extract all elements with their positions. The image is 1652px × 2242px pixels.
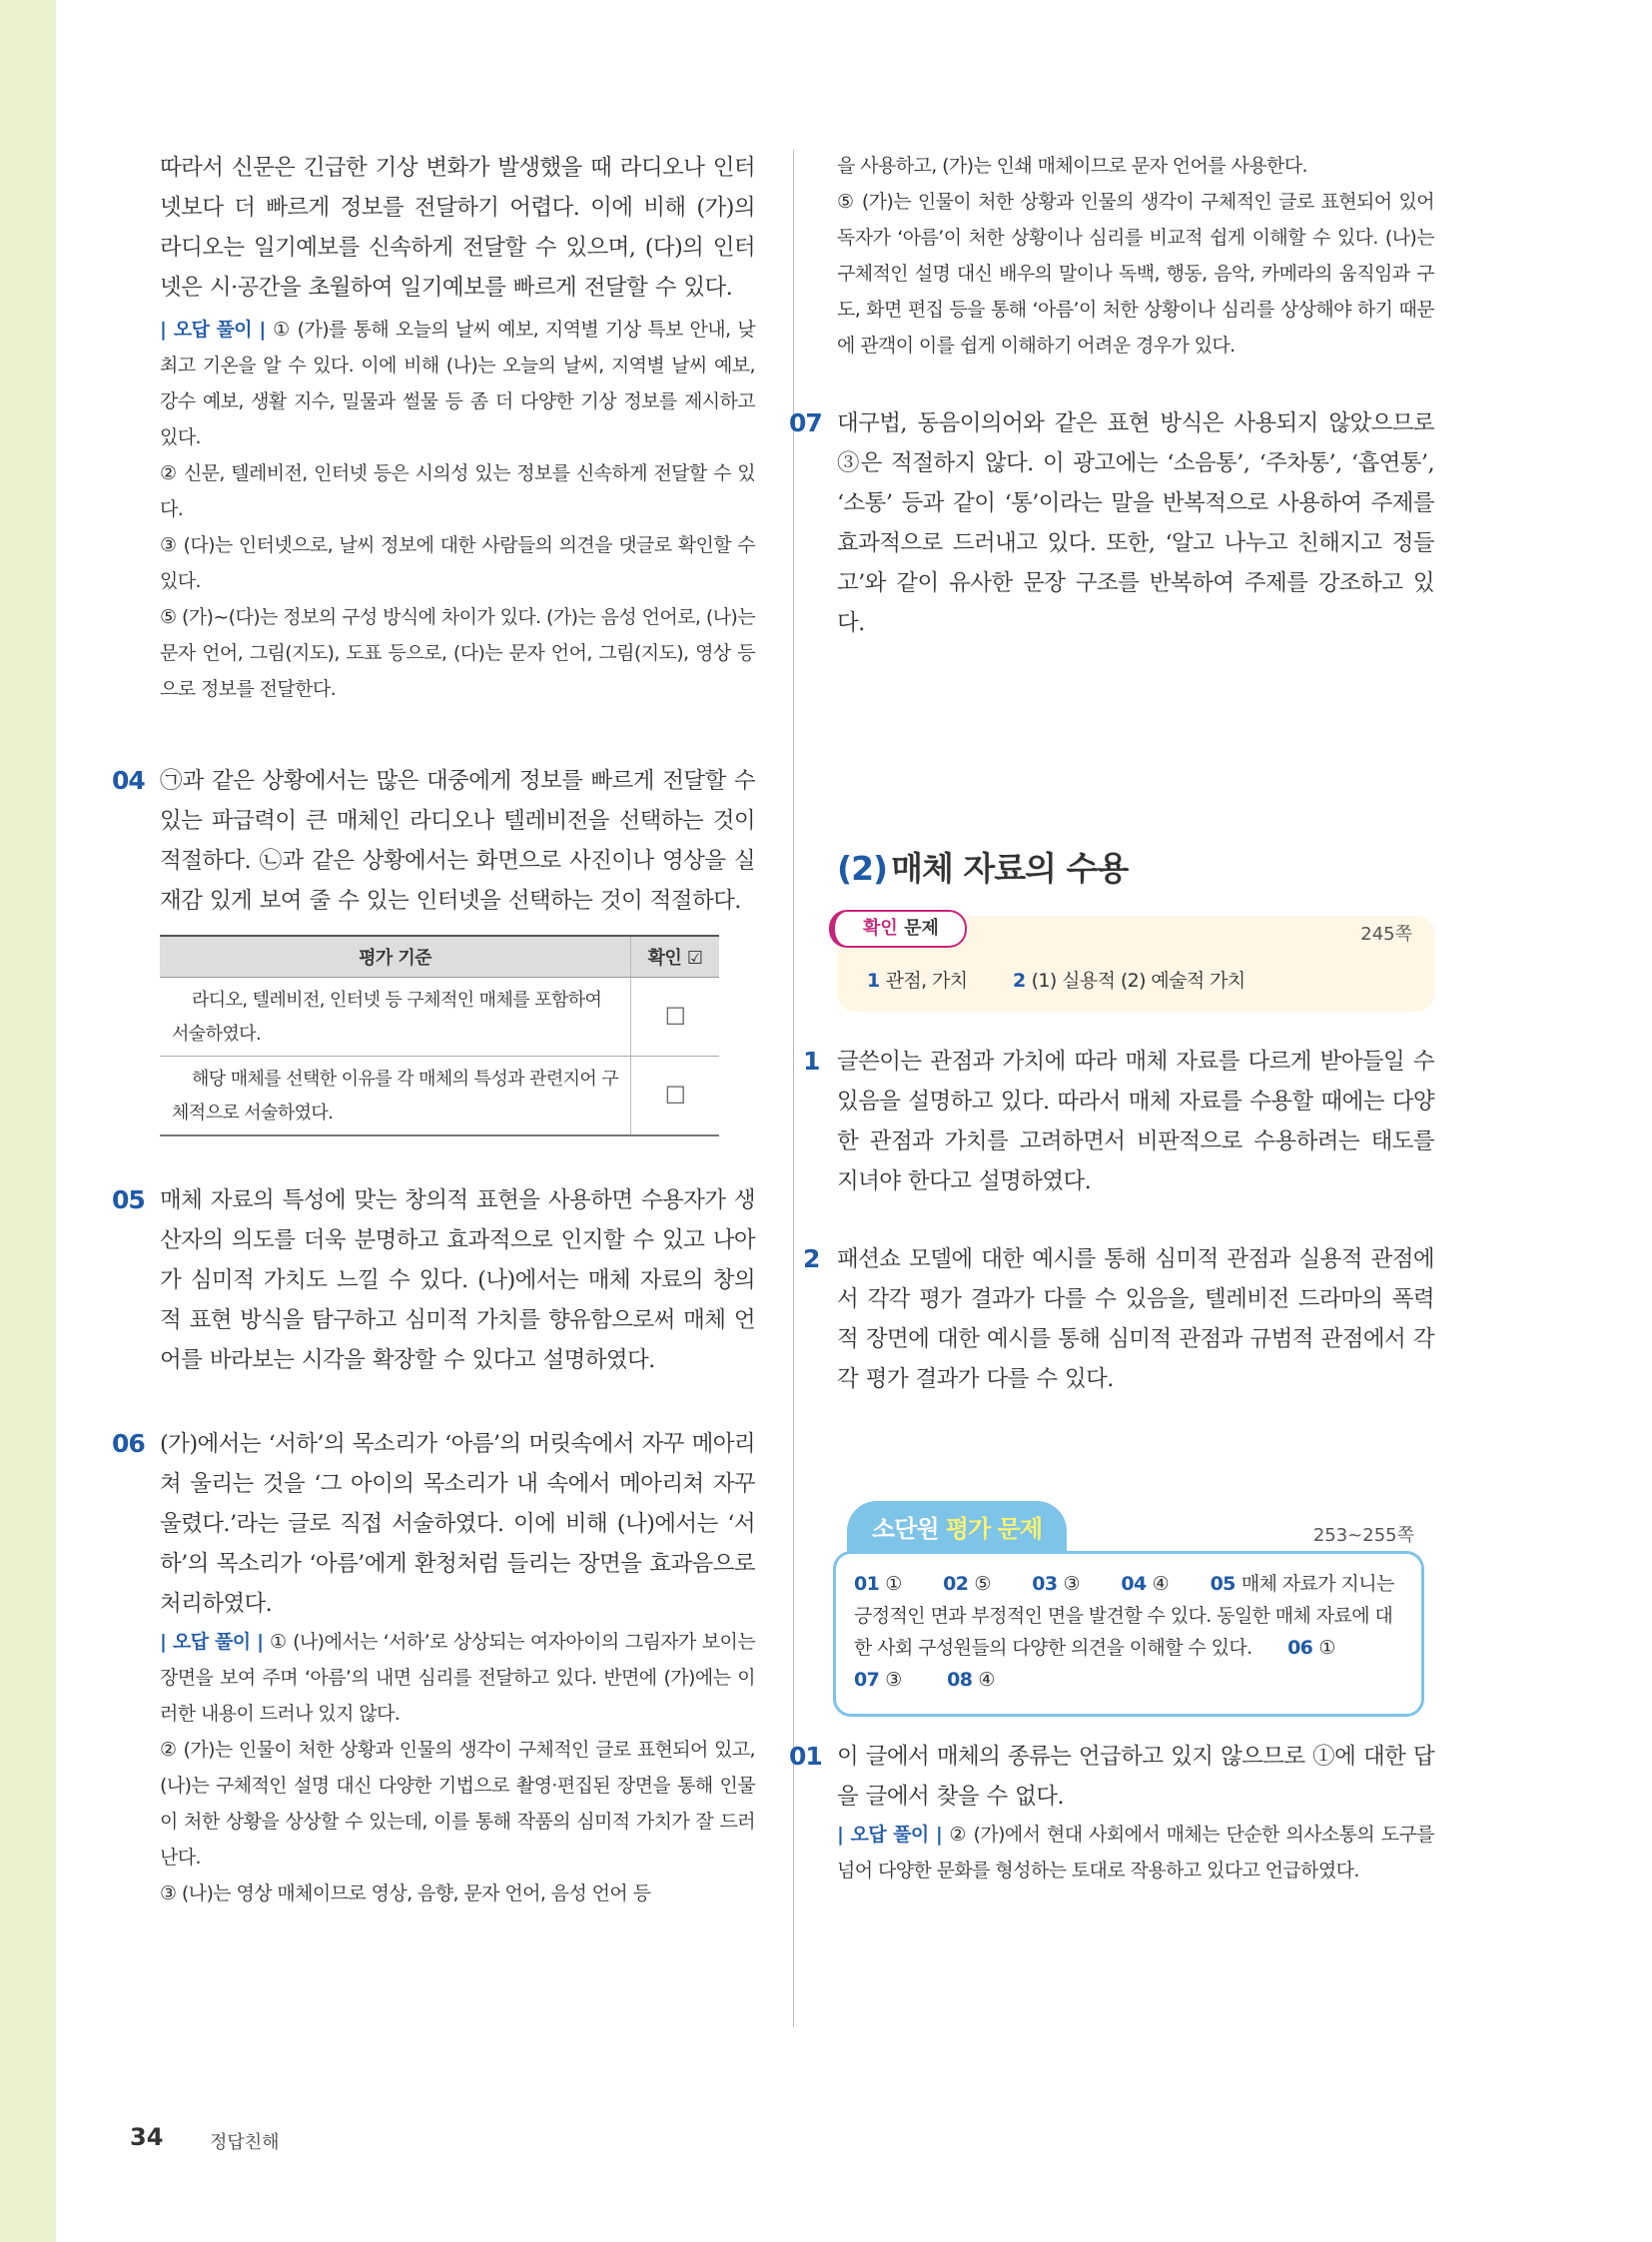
criteria-text: 라디오, 텔레비전, 인터넷 등 구체적인 매체를 포함하여 서술하였다.: [160, 978, 631, 1057]
section-number: (2): [837, 849, 888, 888]
question-04: [112, 761, 755, 1136]
table-row: [160, 1057, 719, 1136]
continued-text: 을 사용하고, (가)는 인쇄 매체이므로 문자 언어를 사용한다.: [837, 155, 1307, 177]
answer-number: 07: [854, 1669, 880, 1691]
page-number: 34: [130, 2123, 164, 2151]
answer-value: ④: [978, 1669, 995, 1691]
answer-value: ④: [1152, 1573, 1170, 1595]
check-question-box: [837, 916, 1434, 1012]
question-answer: 대구법, 동음이의어와 같은 표현 방식은 사용되지 않았으므로 ③은 적절하지 않다. 이 광고에는 ‘소음통’, ‘주차통’, ‘흡연통’, ‘소통’ 등과 같이 ‘통’이라는 말을 반복적으로 사용하여 주제를 효과적으로 드러내고 있다. 또한, ‘알고 나누고 친해지고 정들고’와 같이 유사한 문장 구조를 반복하여 주제를 강조하고 있다.: [837, 410, 1434, 636]
question-05: [112, 1180, 755, 1380]
answer-number: 08: [947, 1669, 973, 1691]
odap-block: [160, 312, 755, 707]
odap-item-2: ② 신문, 텔레비전, 인터넷 등은 시의성 있는 정보를 신속하게 전달할 수 있다.: [160, 462, 755, 520]
eval-tab-highlight: 평가 문제: [945, 1515, 1042, 1543]
check-answers: [867, 966, 1245, 993]
odap-item-1: ① (나)에서는 ‘서하’로 상상되는 여자아이의 그림자가 보이는 장면을 보여 주며 ‘아름’의 내면 심리를 전달하고 있다. 반면에 (가)에는 이러한 내용이 드러나 있지 않다.: [160, 1631, 755, 1725]
answer-1: [803, 1042, 1434, 1201]
answer-number: 2: [1012, 970, 1026, 992]
odap-item-1: ① (가)를 통해 오늘의 날씨 예보, 지역별 기상 특보 안내, 낮 최고 기온을 알 수 있다. 이에 비해 (나)는 오늘의 날씨, 지역별 날씨 예보, 강수 예보, 생활 지수, 밀물과 썰물 등 좀 더 다양한 기상 정보를 제시하고 있다.: [160, 319, 755, 448]
odap-item-3: ③ (나)는 영상 매체이므로 영상, 음향, 문자 언어, 음성 언어 등: [160, 1882, 651, 1904]
odap-item-4: ⑤ (가)~(다)는 정보의 구성 방식에 차이가 있다. (가)는 음성 언어로, (나)는 문자 언어, 그림(지도), 도표 등으로, (다)는 문자 언어, 그림(지도), 영상 등으로 정보를 전달한다.: [160, 606, 755, 700]
question-number: 06: [112, 1429, 145, 1458]
question-answer: ㉠과 같은 상황에서는 많은 대중에게 정보를 빠르게 전달할 수 있는 파급력이 큰 매체인 라디오나 텔레비전을 선택하는 것이 적절하다. ㉡과 같은 상황에서는 화면으로 사진이나 영상을 실재감 있게 보여 줄 수 있는 인터넷을 선택하는 것이 적절하다.: [160, 768, 755, 914]
question-answer: 매체 자료의 특성에 맞는 창의적 표현을 사용하면 수용자가 생산자의 의도를 더욱 분명하고 효과적으로 인지할 수 있고 나아가 심미적 가치도 느낄 수 있다. (나)에서는 매체 자료의 창의적 표현 방식을 탐구하고 심미적 가치를 향유함으로써 매체 언어를 바라보는 시각을 확장할 수 있다고 설명하였다.: [160, 1187, 755, 1373]
page-reference: 245쪽: [1360, 924, 1412, 945]
answer-number: 05: [1210, 1573, 1236, 1595]
section-title: 매체 자료의 수용: [891, 849, 1129, 888]
odap-label: | 오답 풀이 |: [160, 319, 266, 341]
answer-number: 01: [854, 1573, 880, 1595]
question-07: [789, 403, 1434, 643]
question-answer: 글쓴이는 관점과 가치에 따라 매체 자료를 다르게 받아들일 수 있음을 설명하고 있다. 따라서 매체 자료를 수용할 때에는 다양한 관점과 가치를 고려하면서 비판적으로 수용하려는 태도를 지녀야 한다고 설명하였다.: [837, 1049, 1434, 1194]
question-number: 1: [803, 1047, 820, 1076]
answer-paragraph: 따라서 신문은 긴급한 기상 변화가 발생했을 때 라디오나 인터넷보다 더 빠르게 정보를 전달하기 어렵다. 이에 비해 (가)의 라디오는 일기예보를 신속하게 전달할 수 있으며, (다)의 인터넷은 시·공간을 초월하여 일기예보를 빠르게 전달할 수 있다.: [160, 155, 755, 301]
question-01: [789, 1737, 1434, 1888]
answer-value: ①: [1318, 1637, 1335, 1659]
eval-tab-label: 소단원: [871, 1515, 939, 1543]
evaluation-table: [160, 935, 719, 1136]
odap-item-3: ③ (다)는 인터넷으로, 날씨 정보에 대한 사람들의 의견을 댓글로 확인할 수 있다.: [160, 534, 755, 592]
answer-number: 02: [943, 1573, 969, 1595]
side-color-band: [0, 0, 56, 2242]
answer-value: ⑤: [974, 1573, 991, 1595]
question-number: 2: [803, 1244, 820, 1273]
unit-evaluation-tab: [847, 1501, 1067, 1553]
criteria-text: 해당 매체를 선택한 이유를 각 매체의 특성과 관련지어 구체적으로 서술하였다.: [160, 1057, 631, 1136]
checkbox[interactable]: ☐: [631, 1057, 720, 1136]
check-question-tab: [829, 910, 967, 948]
odap-label: | 오답 풀이 |: [837, 1824, 943, 1846]
answer-value: 매체 자료가 지니는 긍정적인 면과 부정적인 면을 발견할 수 있다. 동일한 매체 자료에 대한 사회 구성원들의 다양한 의견을 이해할 수 있다.: [854, 1573, 1394, 1659]
answer-value: 관점, 가치: [885, 970, 968, 992]
question-number: 01: [789, 1742, 822, 1771]
table-row: [160, 978, 719, 1057]
unit-evaluation-box: [833, 1551, 1424, 1717]
book-title: 정답친해: [210, 2132, 280, 2153]
table-header-check: 확인 ☑: [631, 936, 720, 978]
question-number: 04: [112, 766, 145, 795]
answer-value: ③: [1063, 1573, 1080, 1595]
question-answer: (가)에서는 ‘서하’의 목소리가 ‘아름’의 머릿속에서 자꾸 메아리쳐 울리는 것을 ‘그 아이의 목소리가 내 속에서 메아리쳐 자꾸 울렸다.’라는 글로 직접 서술하였다. 이에 비해 (나)에서는 ‘서하’의 목소리가 ‘아름’에게 환청처럼 들리는 장면을 효과음으로 처리하였다.: [160, 1431, 755, 1617]
odap-item-2: ② (가)는 인물이 처한 상황과 인물의 생각이 구체적인 글로 표현되어 있고, (나)는 구체적인 설명 대신 다양한 기법으로 촬영·편집된 장면을 통해 인물이 처한 상황을 상상할 수 있는데, 이를 통해 작품의 심미적 가치가 잘 드러난다.: [160, 1739, 755, 1868]
question-06: [112, 1424, 755, 1911]
unit-evaluation-section: [833, 1501, 1430, 1723]
right-column: [789, 148, 1434, 1888]
answer-number: 06: [1287, 1637, 1313, 1659]
page-reference: 253~255쪽: [1312, 1525, 1414, 1546]
question-number: 07: [789, 408, 822, 437]
answer-value: ①: [885, 1573, 902, 1595]
answer-2: [803, 1239, 1434, 1399]
odap-item: ② (가)에서 현대 사회에서 매체는 단순한 의사소통의 도구를 넘어 다양한 문화를 형성하는 토대로 작용하고 있다고 언급하였다.: [837, 1824, 1434, 1881]
question-number: 05: [112, 1185, 145, 1214]
question-answer: 이 글에서 매체의 종류는 언급하고 있지 않으므로 ①에 대한 답을 글에서 찾을 수 없다.: [837, 1744, 1434, 1810]
question-answer: 패션쇼 모델에 대한 예시를 통해 심미적 관점과 실용적 관점에서 각각 평가 결과가 다를 수 있음을, 텔레비전 드라마의 폭력적 장면에 대한 예시를 통해 심미적 관점과 규범적 관점에서 각각 평가 결과가 다를 수 있다.: [837, 1246, 1434, 1392]
answer-number: 1: [867, 970, 880, 992]
table-header-criteria: 평가 기준: [160, 936, 631, 978]
odap-label: | 오답 풀이 |: [160, 1631, 264, 1653]
checkbox[interactable]: ☐: [631, 978, 720, 1057]
answer-number: 04: [1121, 1573, 1147, 1595]
check-tab-sublabel: 문제: [904, 918, 939, 939]
answer-value: (1) 실용적 (2) 예술적 가치: [1031, 970, 1245, 992]
section-heading: [837, 843, 1434, 890]
answer-value: ③: [885, 1669, 902, 1691]
left-column: [112, 148, 755, 1911]
answer-number: 03: [1032, 1573, 1058, 1595]
continued-odap-5: ⑤ (가)는 인물이 처한 상황과 인물의 생각이 구체적인 글로 표현되어 있어 독자가 ‘아름’이 처한 상황이나 심리를 비교적 쉽게 이해할 수 있다. (나)는 구체적인 설명 대신 배우의 말이나 독백, 행동, 음악, 카메라의 움직임과 구도, 화면 편집 등을 통해 ‘아름’이 처한 상황이나 심리를 상상해야 하기 때문에 관객이 이를 쉽게 이해하기 어려운 경우가 있다.: [837, 191, 1434, 357]
check-tab-label: 확인: [863, 918, 898, 939]
